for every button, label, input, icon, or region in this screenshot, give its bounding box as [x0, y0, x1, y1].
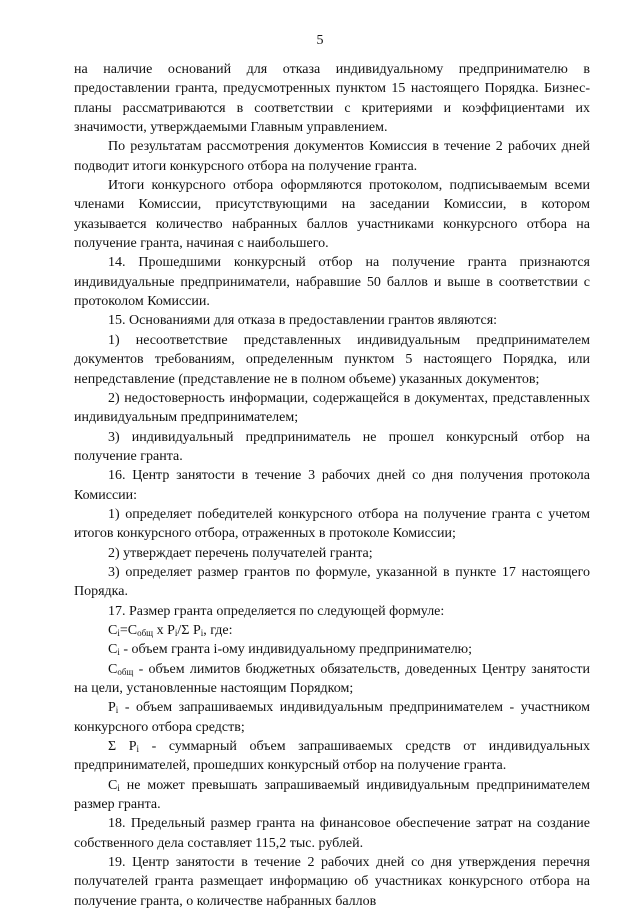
definition-ci	[74, 640, 590, 659]
formula-sub-i2: i	[174, 627, 178, 638]
def-text: не может превышать запрашиваемый индивидуальным предпринимателем размер гранта.	[74, 777, 590, 813]
def-subscript: i	[136, 744, 140, 755]
def-text: - объем гранта i-ому индивидуальному предпринимателю;	[119, 642, 473, 658]
paragraph-14: 14. Прошедшими конкурсный отбор на получение гранта признаются индивидуальные предприниматели, набравшие 50 баллов и выше в соответствии с протоколом Комиссии.	[74, 255, 590, 310]
formula-sub-obsh: общ	[137, 627, 154, 638]
paragraph-15-item-3: 3) индивидуальный предприниматель не прошел конкурсный отбор на получение гранта.	[74, 429, 590, 464]
def-text: - суммарный объем запрашиваемых средств от индивидуальных предпринимателей, прошедших конкурсный отбор на получение гранта.	[74, 739, 591, 774]
def-symbol: C	[108, 642, 118, 658]
document-body	[74, 60, 590, 911]
def-subscript: i	[117, 782, 120, 793]
formula-sub-i: i	[117, 627, 120, 638]
def-subscript: i	[117, 647, 120, 658]
paragraph-19: 19. Центр занятости в течение 2 рабочих дней со дня утверждения перечня получателей гранта размещает информацию об участниках конкурсного отбора на получение гранта, о количестве набранных баллов	[74, 855, 590, 909]
def-subscript: общ	[117, 666, 134, 677]
page-number: 5	[316, 33, 324, 48]
paragraph-15-item-2: 2) недостоверность информации, содержащейся в документах, представленных индивидуальным предпринимателем;	[74, 390, 590, 426]
paragraph-17: 17. Размер гранта определяется по следующей формуле:	[108, 603, 445, 619]
def-symbol: P	[108, 700, 116, 716]
def-text: - объем запрашиваемых индивидуальным предпринимателем - участником конкурсного отбора средств;	[74, 700, 590, 735]
def-subscript: i	[115, 705, 119, 716]
definition-cobsh	[74, 660, 590, 699]
paragraph-16-item-3: 3) определяет размер грантов по формуле, указанной в пункте 17 настоящего Порядка.	[74, 564, 590, 600]
paragraph-commission-results: По результатам рассмотрения документов Комиссия в течение 2 рабочих дней подводит итоги конкурсного отбора на получение гранта.	[74, 139, 590, 174]
paragraph-16-item-2: 2) утверждает перечень получателей гранта;	[108, 545, 373, 561]
paragraph-18: 18. Предельный размер гранта на финансовое обеспечение затрат на создание собственного дела составляет 115,2 тыс. рублей.	[74, 816, 590, 851]
paragraph-15: 15. Основаниями для отказа в предоставлении грантов являются:	[108, 313, 498, 329]
paragraph-16: 16. Центр занятости в течение 3 рабочих дней со дня получения протокола Комиссии:	[74, 468, 590, 503]
formula-slash-sum: /Σ P	[177, 622, 201, 638]
paragraph-protocol: Итоги конкурсного отбора оформляются протоколом, подписываемым всеми членами Комиссии, присутствующими на заседании Комиссии, в котором указывается количество набранных баллов участниками конкурсного отбора на получение гранта, начиная с наибольшего.	[74, 178, 590, 252]
definition-sum-pi	[74, 737, 590, 776]
definition-pi	[74, 698, 590, 737]
formula-c: C	[108, 622, 118, 638]
grant-formula	[74, 621, 590, 640]
formula-eq: =C	[119, 622, 138, 638]
paragraph-16-item-1: 1) определяет победителей конкурсного отбора на получение гранта с учетом итогов конкурсного отбора, отраженных в протоколе Комиссии;	[74, 506, 590, 542]
def-symbol: C	[108, 661, 118, 677]
paragraph-grant-refusal-grounds: на наличие оснований для отказа индивидуальному предпринимателю в предоставлении гранта, предусмотренных пунктом 15 настоящего Порядка. Бизнес-планы рассматриваются в соответствии с критериями и коэффициентами их значимости, утверждаемыми Главным управлением.	[74, 62, 590, 136]
paragraph-15-item-1: 1) несоответствие представленных индивидуальным предпринимателем документов требованиям, определенным пунктом 5 настоящего Порядка, или непредставление (представление не в полном объеме) указанных документов;	[74, 332, 590, 387]
def-symbol: C	[108, 777, 118, 793]
formula-x-p: x P	[153, 622, 175, 638]
def-text: - объем лимитов бюджетных обязательств, доведенных Центру занятости на цели, установленные настоящим Порядком;	[74, 661, 590, 696]
definition-ci-limit	[74, 776, 590, 815]
formula-sub-i3: i	[200, 627, 204, 638]
def-symbol: Σ P	[108, 739, 137, 755]
formula-tail: , где:	[203, 622, 233, 638]
